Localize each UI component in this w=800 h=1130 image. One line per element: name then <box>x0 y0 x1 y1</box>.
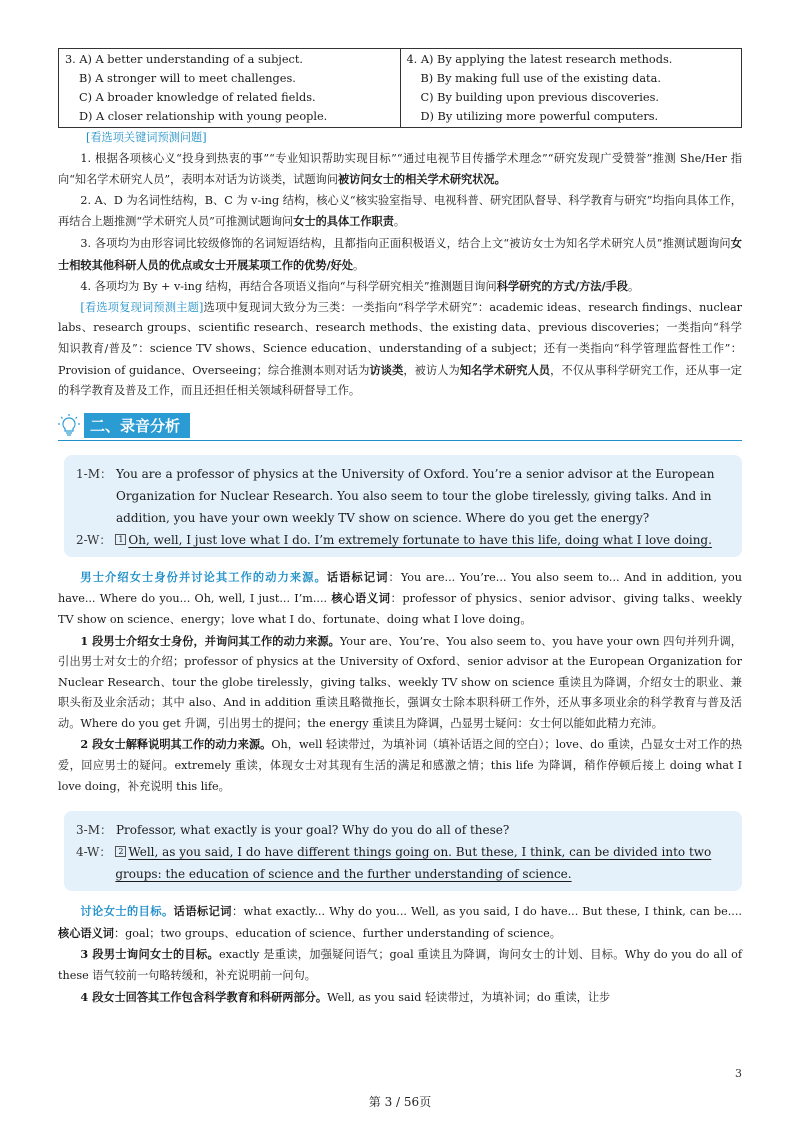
predict-p2 <box>58 191 742 233</box>
segment-4 <box>58 987 742 1009</box>
segment-4-lead: 4 段女士回答其工作包含科学教育和科研两部分。 <box>80 989 328 1004</box>
predict-p3-bold: 女士相较其他科研人员的优点或女士开展某项工作的优势/好处 <box>58 235 742 272</box>
speaker-label: 4-W： <box>76 845 112 860</box>
dialog-text: Professor, what exactly is your goal? Why do you do all of these? <box>115 823 510 838</box>
theme-bold-1: 访谈类 <box>369 362 404 377</box>
speaker-label: 1-M： <box>76 466 112 481</box>
option-q4-b: B) By making full use of the existing data. <box>420 72 661 85</box>
dialog-text: You are a professor of physics at the University of Oxford. You’re a senior advisor at the European Organization for Nuclear Research. You also seem to tour the globe tirelessly, giving talks. And in addition, you have your own weekly TV show on science. Where do you get the energy? <box>115 466 715 525</box>
lightbulb-icon <box>58 414 80 438</box>
predict-p1-bold: 被访问女士的相关学术研究状况。 <box>337 172 506 187</box>
option-q4-a: 4. A) By applying the latest research methods. <box>406 53 673 66</box>
predict-p1-text: 1. 根据各项核心义“投身到热衷的事”“专业知识帮助实现目标”“通过电视节目传播学术理念”“研究发现广受赞誉”推测 She/Her 指向“知名学术研究人员”，表明本对话为访谈类，试题询问 <box>58 151 742 187</box>
theme-paragraph <box>58 298 742 402</box>
predict-p2-end: 。 <box>393 215 406 229</box>
predict-p2-text: 2. A、D 为名词性结构，B、C 为 v-ing 结构，核心义“核实验室指导、电视科普、研究团队督导、科学教育与研究”均指向具体工作，再结合上题推测“学术研究人员”可推测试题询问 <box>58 193 742 229</box>
marker-text: ：You are... You’re... You also seem to... And in addition, you have... Where do you... Oh, well, I just... I’m.... <box>58 570 742 606</box>
option-q3-a: 3. A) A better understanding of a subject. <box>65 53 303 66</box>
segment-1 <box>58 631 742 735</box>
segment-1-text: Your are、You’re、You also seem to、you have your own 四句并列升调，引出男士对女士的介绍；professor of physics at the University of Oxford、senior advisor at the European Organization for Nuclear Research、tour the globe tirelessly，giving talks、weekly TV show on science 重读且为降调，介绍女士的职业、兼职头衔及业余活动；其中 also、And in addition 重读且略微拖长，强调女士除本职科研工作外，还从事多项业余的科学教育与普及活动。Where do you get 升调，引出男士的提问；the energy 重读且为降调，凸显男士疑问：女士何以能如此精力充沛。 <box>58 634 742 730</box>
segment-2-text: Oh，well 轻读带过，为填补词（填补话语之间的空白）；love、do 重读，凸显女士对工作的热爱，回应男士的疑问。extremely 重读，体现女士对其现有生活的满足和感激之情；this life 为降调，稍作停顿后接上 doing what I love doing，补充说明 this life。 <box>58 738 742 793</box>
analysis-1-lead: 男士介绍女士身份并讨论其工作的动力来源。 <box>80 569 327 584</box>
predict-p1 <box>58 149 742 191</box>
predict-p4 <box>58 276 742 298</box>
predict-p2-bold: 女士的具体工作职责 <box>293 214 394 229</box>
page-number: 3 <box>735 1067 742 1080</box>
theme-text-3: ，不仅从事科学研究工作，还从事一定的科学教育及普及工作，而且还担任相关领域科研督导工作。 <box>58 363 742 398</box>
core-text: ：professor of physics、senior advisor、giving talks、weekly TV show on science、energy；love what I do、fortunate、doing what I love doing。 <box>58 592 742 626</box>
predict-p3 <box>58 233 742 276</box>
dialog-line-w2 <box>76 529 728 551</box>
question-number-box: 2 <box>115 846 126 857</box>
options-q4 <box>400 49 742 128</box>
predict-p3-text: 3. 各项均为由形容词比较级修饰的名词短语结构，且都指向正面积极语义，结合上文“被访女士为知名学术研究人员”推测试题询问 <box>80 236 731 250</box>
segment-3 <box>58 944 742 986</box>
predict-label: [看选项关键词预测问题] <box>86 131 207 144</box>
marker-label: 话语标记词 <box>326 569 389 584</box>
predict-p4-text: 4. 各项均为 By + v-ing 结构，再结合各项语义指向“与科学研究相关”推测题目询问 <box>80 280 497 294</box>
analysis-1 <box>58 567 742 631</box>
dialog-box-2 <box>64 811 742 891</box>
theme-bold-2: 知名学术研究人员 <box>459 362 551 377</box>
dialog-line-m1 <box>76 463 728 529</box>
predict-p3-end: 。 <box>352 258 365 272</box>
speaker-label: 3-M： <box>76 823 112 838</box>
predict-p4-end: 。 <box>627 280 640 294</box>
core-text: ：goal；two groups、education of science、further understanding of science。 <box>113 926 561 940</box>
dialog-line-w4 <box>76 841 728 885</box>
segment-3-lead: 3 段男士询问女士的目标。 <box>80 947 220 962</box>
analysis-2 <box>58 901 742 944</box>
option-q3-d: D) A closer relationship with young people. <box>79 110 328 123</box>
segment-2-lead: 2 段女士解释说明其工作的动力来源。 <box>80 737 272 752</box>
segment-4-text: Well, as you said 轻读带过，为填补词；do 重读，让步 <box>327 990 611 1004</box>
option-q3-b: B) A stronger will to meet challenges. <box>79 72 296 85</box>
option-q4-d: D) By utilizing more powerful computers. <box>420 110 659 123</box>
option-q4-c: C) By building upon previous discoveries. <box>420 91 659 104</box>
section-header <box>58 412 742 441</box>
marker-text: ：what exactly... Why do you... Well, as you said, I do have... But these, I think, can be.... <box>231 905 742 919</box>
options-table <box>58 48 742 128</box>
theme-text-2: ，被访人为 <box>403 363 460 377</box>
page-content <box>58 48 742 1008</box>
core-label: 核心语义词 <box>331 591 391 606</box>
section-title: 二、录音分析 <box>84 413 190 438</box>
dialog-text-wrap <box>115 841 728 885</box>
speaker-label: 2-W： <box>76 532 112 547</box>
options-q3 <box>59 49 401 128</box>
dialog-box-1 <box>64 455 742 557</box>
option-q3-c: C) A broader knowledge of related fields. <box>79 91 316 104</box>
dialog-line-m3 <box>76 819 728 841</box>
analysis-2-lead: 讨论女士的目标。 <box>80 904 174 919</box>
dialog-text: Oh, well, I just love what I do. I’m extremely fortunate to have this life, doing what I love doing. <box>128 532 712 547</box>
segment-3-text: exactly 是重读，加强疑问语气；goal 重读且为降调，询问女士的计划、目标。Why do you do all of these 语气较前一句略转缓和，补充说明前一问句。 <box>58 948 742 983</box>
predict-heading <box>58 128 742 149</box>
theme-text: 选项中复现词大致分为三类：一类指向“科学学术研究”：academic ideas、research findings、nuclear labs、research groups、scientific research、research methods、the existing data、previous discoveries；一类指向“科学知识教育/普及”：science TV shows、Science education、understanding of a subject；还有一类指向“科学管理监督性工作”：Provision of guidance、Overseeing；综合推测本则对话为 <box>58 300 742 377</box>
theme-label: [看选项复现词预测主题] <box>80 300 204 314</box>
segment-2 <box>58 734 742 797</box>
predict-p4-bold: 科学研究的方式/方法/手段 <box>496 279 628 294</box>
dialog-text-wrap <box>115 529 728 551</box>
page-footer: 第 3 / 56页 <box>368 1095 432 1109</box>
marker-label: 话语标记词 <box>173 904 232 919</box>
segment-1-lead: 1 段男士介绍女士身份，并询问其工作的动力来源。 <box>80 633 340 648</box>
core-label: 核心语义词 <box>58 925 114 940</box>
question-number-box: 1 <box>115 534 126 545</box>
dialog-text: Well, as you said, I do have different things going on. But these, I think, can be divided into two groups: the education of science and the further understanding of science. <box>115 845 712 882</box>
